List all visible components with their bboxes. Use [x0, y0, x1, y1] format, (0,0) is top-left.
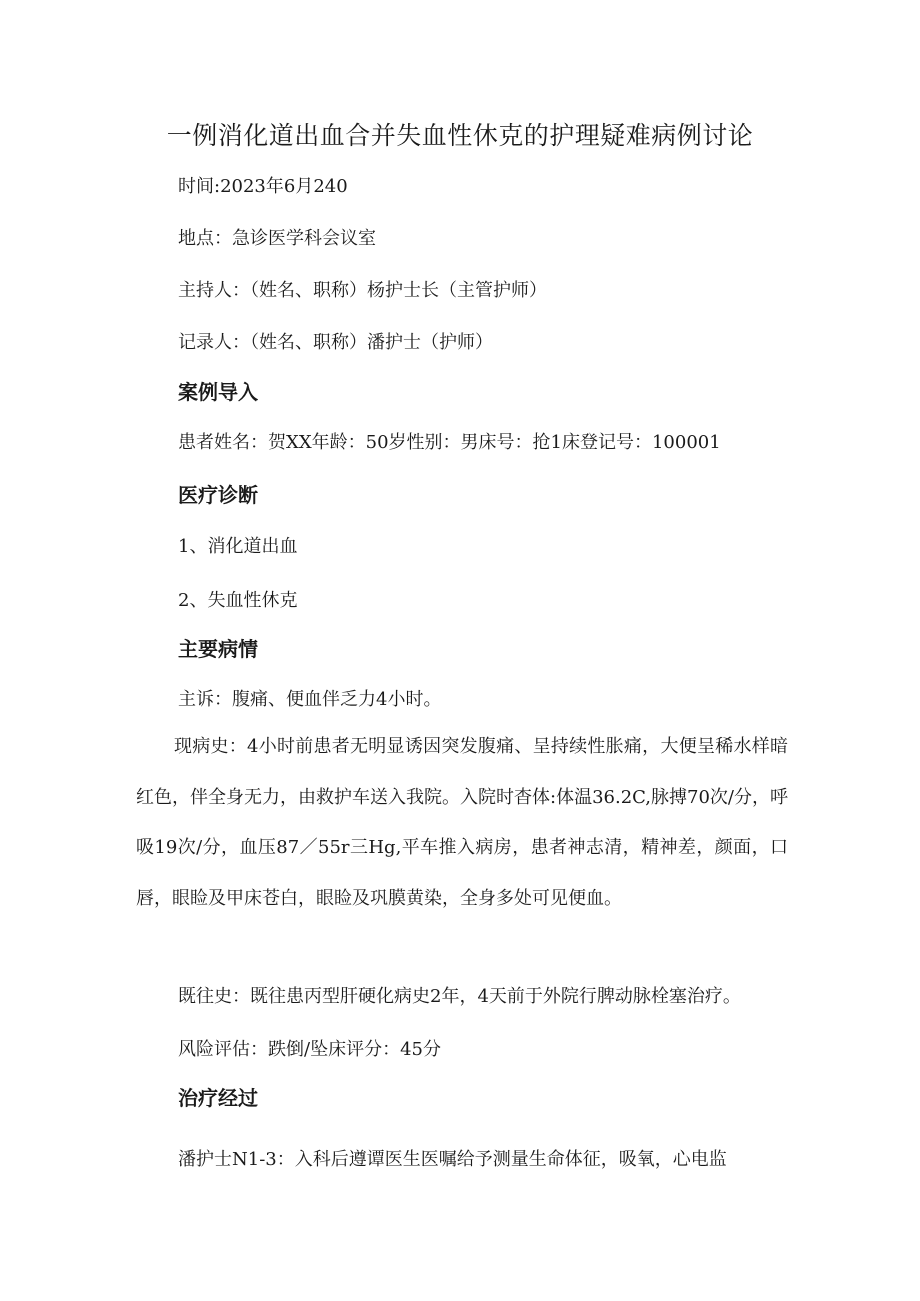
meeting-time: 时间:2023年6月240 — [178, 176, 348, 197]
diagnosis-item: 2、失血性休克 — [178, 590, 298, 611]
diagnosis-item: 1、消化道出血 — [178, 536, 298, 557]
treatment-text: 潘护士N1-3：入科后遵谭医生医嘱给予测量生命体征，吸氧，心电监 — [178, 1149, 727, 1170]
section-heading-case-intro: 案例导入 — [178, 380, 258, 404]
patient-info: 患者姓名：贺XX年龄：50岁性别：男床号：抢1床登记号：100001 — [178, 432, 721, 453]
chief-complaint: 主诉：腹痛、便血伴乏力4小时。 — [178, 689, 442, 710]
section-heading-diagnosis: 医疗诊断 — [178, 483, 258, 507]
past-history: 既往史：既往患丙型肝硬化病史2年，4天前于外院行脾动脉栓塞治疗。 — [178, 986, 741, 1007]
risk-assessment: 风险评估：跌倒/坠床评分：45分 — [178, 1039, 441, 1060]
section-heading-condition: 主要病情 — [178, 637, 258, 661]
meeting-host: 主持人：（姓名、职称）杨护士长（主管护师） — [178, 280, 547, 301]
present-illness-paragraph: 现病史：4小时前患者无明显诱因突发腹痛、呈持续性胀痛，大便呈稀水样暗红色，伴全身无力，由救护车送入我院。入院时杳体:体温36.2C,脉搏70次/分，呼吸19次/分，血压87／55r三Hg,平车推入病房，患者神志清，精神差，颜面，口唇，眼睑及甲床苍白，眼睑及巩膜黄染，全身多处可见便血。 — [136, 736, 788, 909]
section-heading-treatment: 治疗经过 — [178, 1086, 258, 1110]
meeting-location: 地点：急诊医学科会议室 — [178, 228, 376, 249]
document-title: 一例消化道出血合并失血性休克的护理疑难病例讨论 — [166, 121, 754, 150]
meeting-recorder: 记录人：（姓名、职称）潘护士（护师） — [178, 332, 493, 353]
